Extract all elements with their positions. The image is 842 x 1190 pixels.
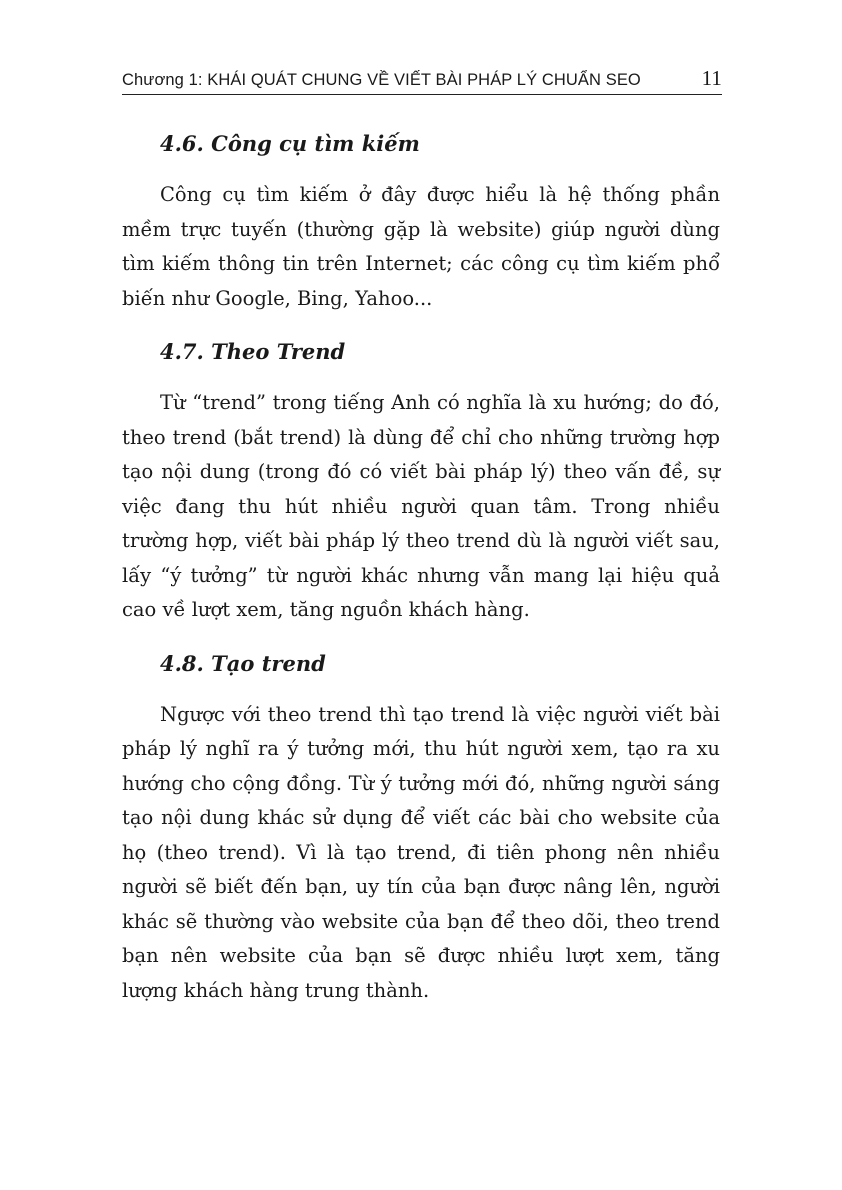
section-heading: 4.7. Theo Trend bbox=[160, 339, 346, 364]
section-paragraph: Ngược với theo trend thì tạo trend là việc người viết bài pháp lý nghĩ ra ý tưởng mới, thu hút người xem, tạo ra xu hướng cho cộng đồng. Từ ý tưởng mới đó, những người sáng tạo nội dung khác sử dụng để viết các bài cho website của họ (theo trend). Vì là tạo trend, đi tiên phong nên nhiều người sẽ biết đến bạn, uy tín của bạn được nâng lên, người khác sẽ thường vào website của bạn để theo dõi, theo trend bạn nên website của bạn sẽ được nhiều lượt xem, tăng lượng khách hàng trung thành. bbox=[122, 702, 720, 1002]
section-create-trend bbox=[122, 646, 720, 1009]
section-paragraph: Công cụ tìm kiếm ở đây được hiểu là hệ thống phần mềm trực tuyến (thường gặp là website) giúp người dùng tìm kiếm thông tin trên Internet; các công cụ tìm kiếm phổ biến như Google, Bing, Yahoo... bbox=[122, 183, 720, 310]
page-content bbox=[122, 126, 720, 1026]
page-number: 11 bbox=[701, 66, 722, 90]
section-heading: 4.6. Công cụ tìm kiếm bbox=[160, 131, 420, 156]
section-follow-trend bbox=[122, 334, 720, 628]
section-search-engine bbox=[122, 126, 720, 316]
chapter-title: Chương 1: KHÁI QUÁT CHUNG VỀ VIẾT BÀI PHÁP LÝ CHUẨN SEO bbox=[122, 71, 641, 89]
section-heading: 4.8. Tạo trend bbox=[160, 650, 326, 676]
section-paragraph: Từ “trend” trong tiếng Anh có nghĩa là xu hướng; do đó, theo trend (bắt trend) là dùng để chỉ cho những trường hợp tạo nội dung (trong đó có viết bài pháp lý) theo vấn đề, sự việc đang thu hút nhiều người quan tâm. Trong nhiều trường hợp, viết bài pháp lý theo trend dù là người viết sau, lấy “ý tưởng” từ người khác nhưng vẫn mang lại hiệu quả cao về lượt xem, tăng nguồn khách hàng. bbox=[122, 391, 720, 621]
running-header bbox=[122, 62, 722, 95]
